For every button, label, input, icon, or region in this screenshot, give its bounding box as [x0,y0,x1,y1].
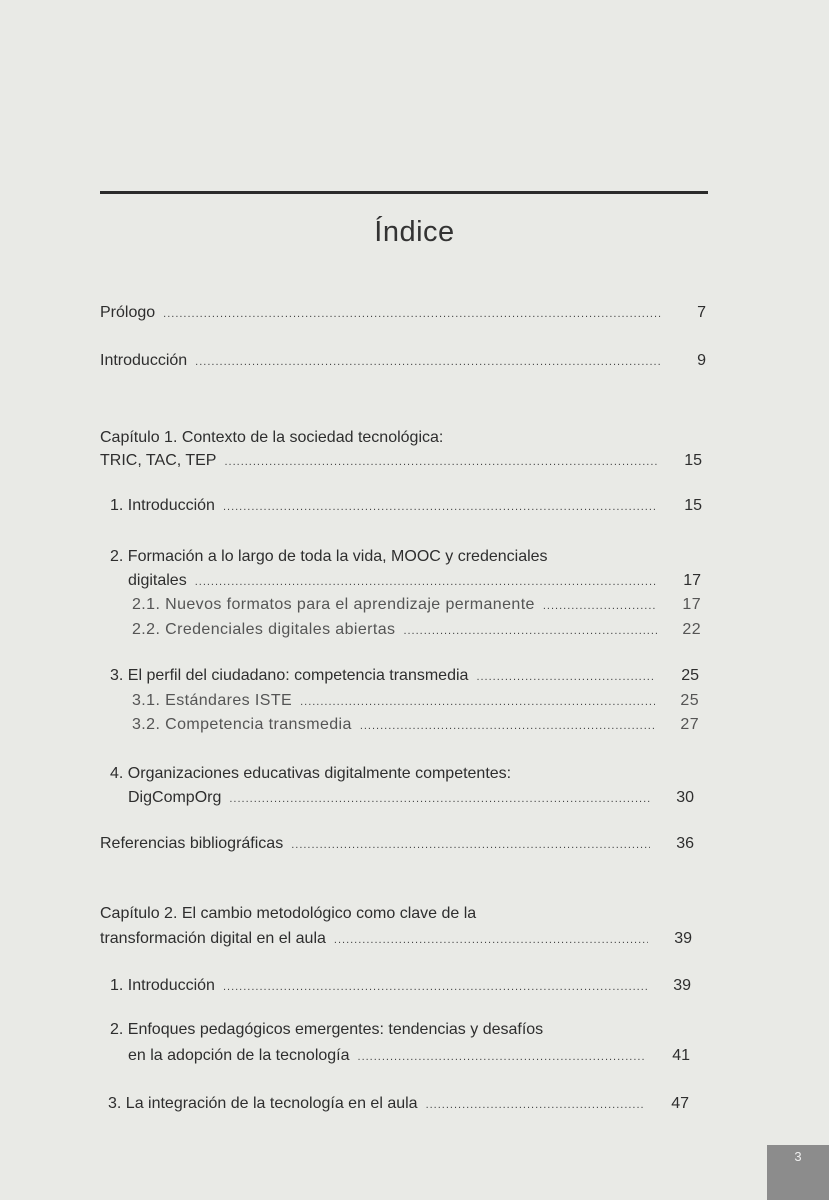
leader-dots [163,305,662,323]
leader-dots [195,573,657,591]
toc-entry-c1-s4 [128,788,694,808]
toc-page: 30 [676,789,694,806]
toc-label: 3. El perfil del ciudadano: competencia transmedia [110,667,469,684]
toc-entry-c1-s3 [110,666,699,686]
toc-entry-chapter-2 [100,929,692,949]
leader-dots [426,1096,645,1114]
toc-label: transformación digital en el aula [100,930,326,947]
toc-page: 25 [681,667,699,684]
toc-label: 2.1. Nuevos formatos para el aprendizaje permanente [132,596,535,613]
toc-label: TRIC, TAC, TEP [100,452,217,469]
toc-page: 17 [683,572,701,589]
toc-label: Prólogo [100,304,156,321]
toc-entry-c2-s1 [110,976,691,996]
leader-dots [476,668,655,686]
page-title: Índice [374,216,455,248]
toc-label: 3. La integración de la tecnología en el aula [108,1095,418,1112]
leader-dots [403,622,657,640]
toc-label: Referencias bibliográficas [100,835,284,852]
toc-page: 15 [684,497,702,514]
toc-page: 36 [676,835,694,852]
leader-dots [334,931,648,949]
toc-entry-c1-s3-2 [132,715,699,735]
toc-label: digitales [128,572,187,589]
leader-dots [300,693,655,711]
leader-dots [360,717,655,735]
toc-entry-c1-s3-1 [132,691,699,711]
toc-page: 25 [680,692,699,709]
leader-dots [224,453,658,471]
toc-page: 39 [673,977,691,994]
leader-dots [543,597,657,615]
leader-dots [291,836,650,854]
page-number-tab: 3 [767,1145,829,1200]
toc-entry-c2-s3 [108,1094,689,1114]
toc-page: 15 [684,452,702,469]
toc-chapter-2-line1: Capítulo 2. El cambio metodológico como clave de la [100,905,477,922]
toc-entry-c2-s2 [128,1046,690,1066]
toc-entry-chapter-1 [100,451,702,471]
toc-c2-s2-line1: 2. Enfoques pedagógicos emergentes: tendencias y desafíos [110,1021,544,1038]
toc-c1-s2-line1: 2. Formación a lo largo de toda la vida, MOOC y credenciales [110,548,548,565]
toc-label: Introducción [100,352,188,369]
toc-page: 7 [697,304,706,321]
toc-label: 2.2. Credenciales digitales abiertas [132,621,396,638]
toc-page: 47 [671,1095,689,1112]
leader-dots [223,498,658,516]
toc-label: 1. Introducción [110,977,215,994]
toc-page: 41 [672,1047,690,1064]
toc-page: 27 [680,716,699,733]
toc-label: 3.1. Estándares ISTE [132,692,293,709]
toc-label: DigCompOrg [128,789,222,806]
toc-entry-c1-s2 [128,571,701,591]
toc-entry-c1-s2-1 [132,595,701,615]
toc-entry-referencias [100,834,694,854]
toc-label: 3.2. Competencia transmedia [132,716,352,733]
toc-entry-c1-s2-2 [132,620,701,640]
toc-label: en la adopción de la tecnología [128,1047,350,1064]
toc-entry-c1-s1 [110,496,702,516]
toc-page: 9 [697,352,706,369]
toc-entry-introduccion [100,351,706,371]
header-rule [100,191,708,194]
toc-page: 22 [682,621,701,638]
leader-dots [358,1048,646,1066]
leader-dots [223,978,647,996]
toc-chapter-1-line1: Capítulo 1. Contexto de la sociedad tecnológica: [100,429,444,446]
toc-page: 17 [682,596,701,613]
leader-dots [229,790,650,808]
toc-page: 39 [674,930,692,947]
toc-label: 1. Introducción [110,497,215,514]
toc-entry-prologo [100,303,706,323]
leader-dots [195,353,662,371]
toc-c1-s4-line1: 4. Organizaciones educativas digitalmente competentes: [110,765,512,782]
